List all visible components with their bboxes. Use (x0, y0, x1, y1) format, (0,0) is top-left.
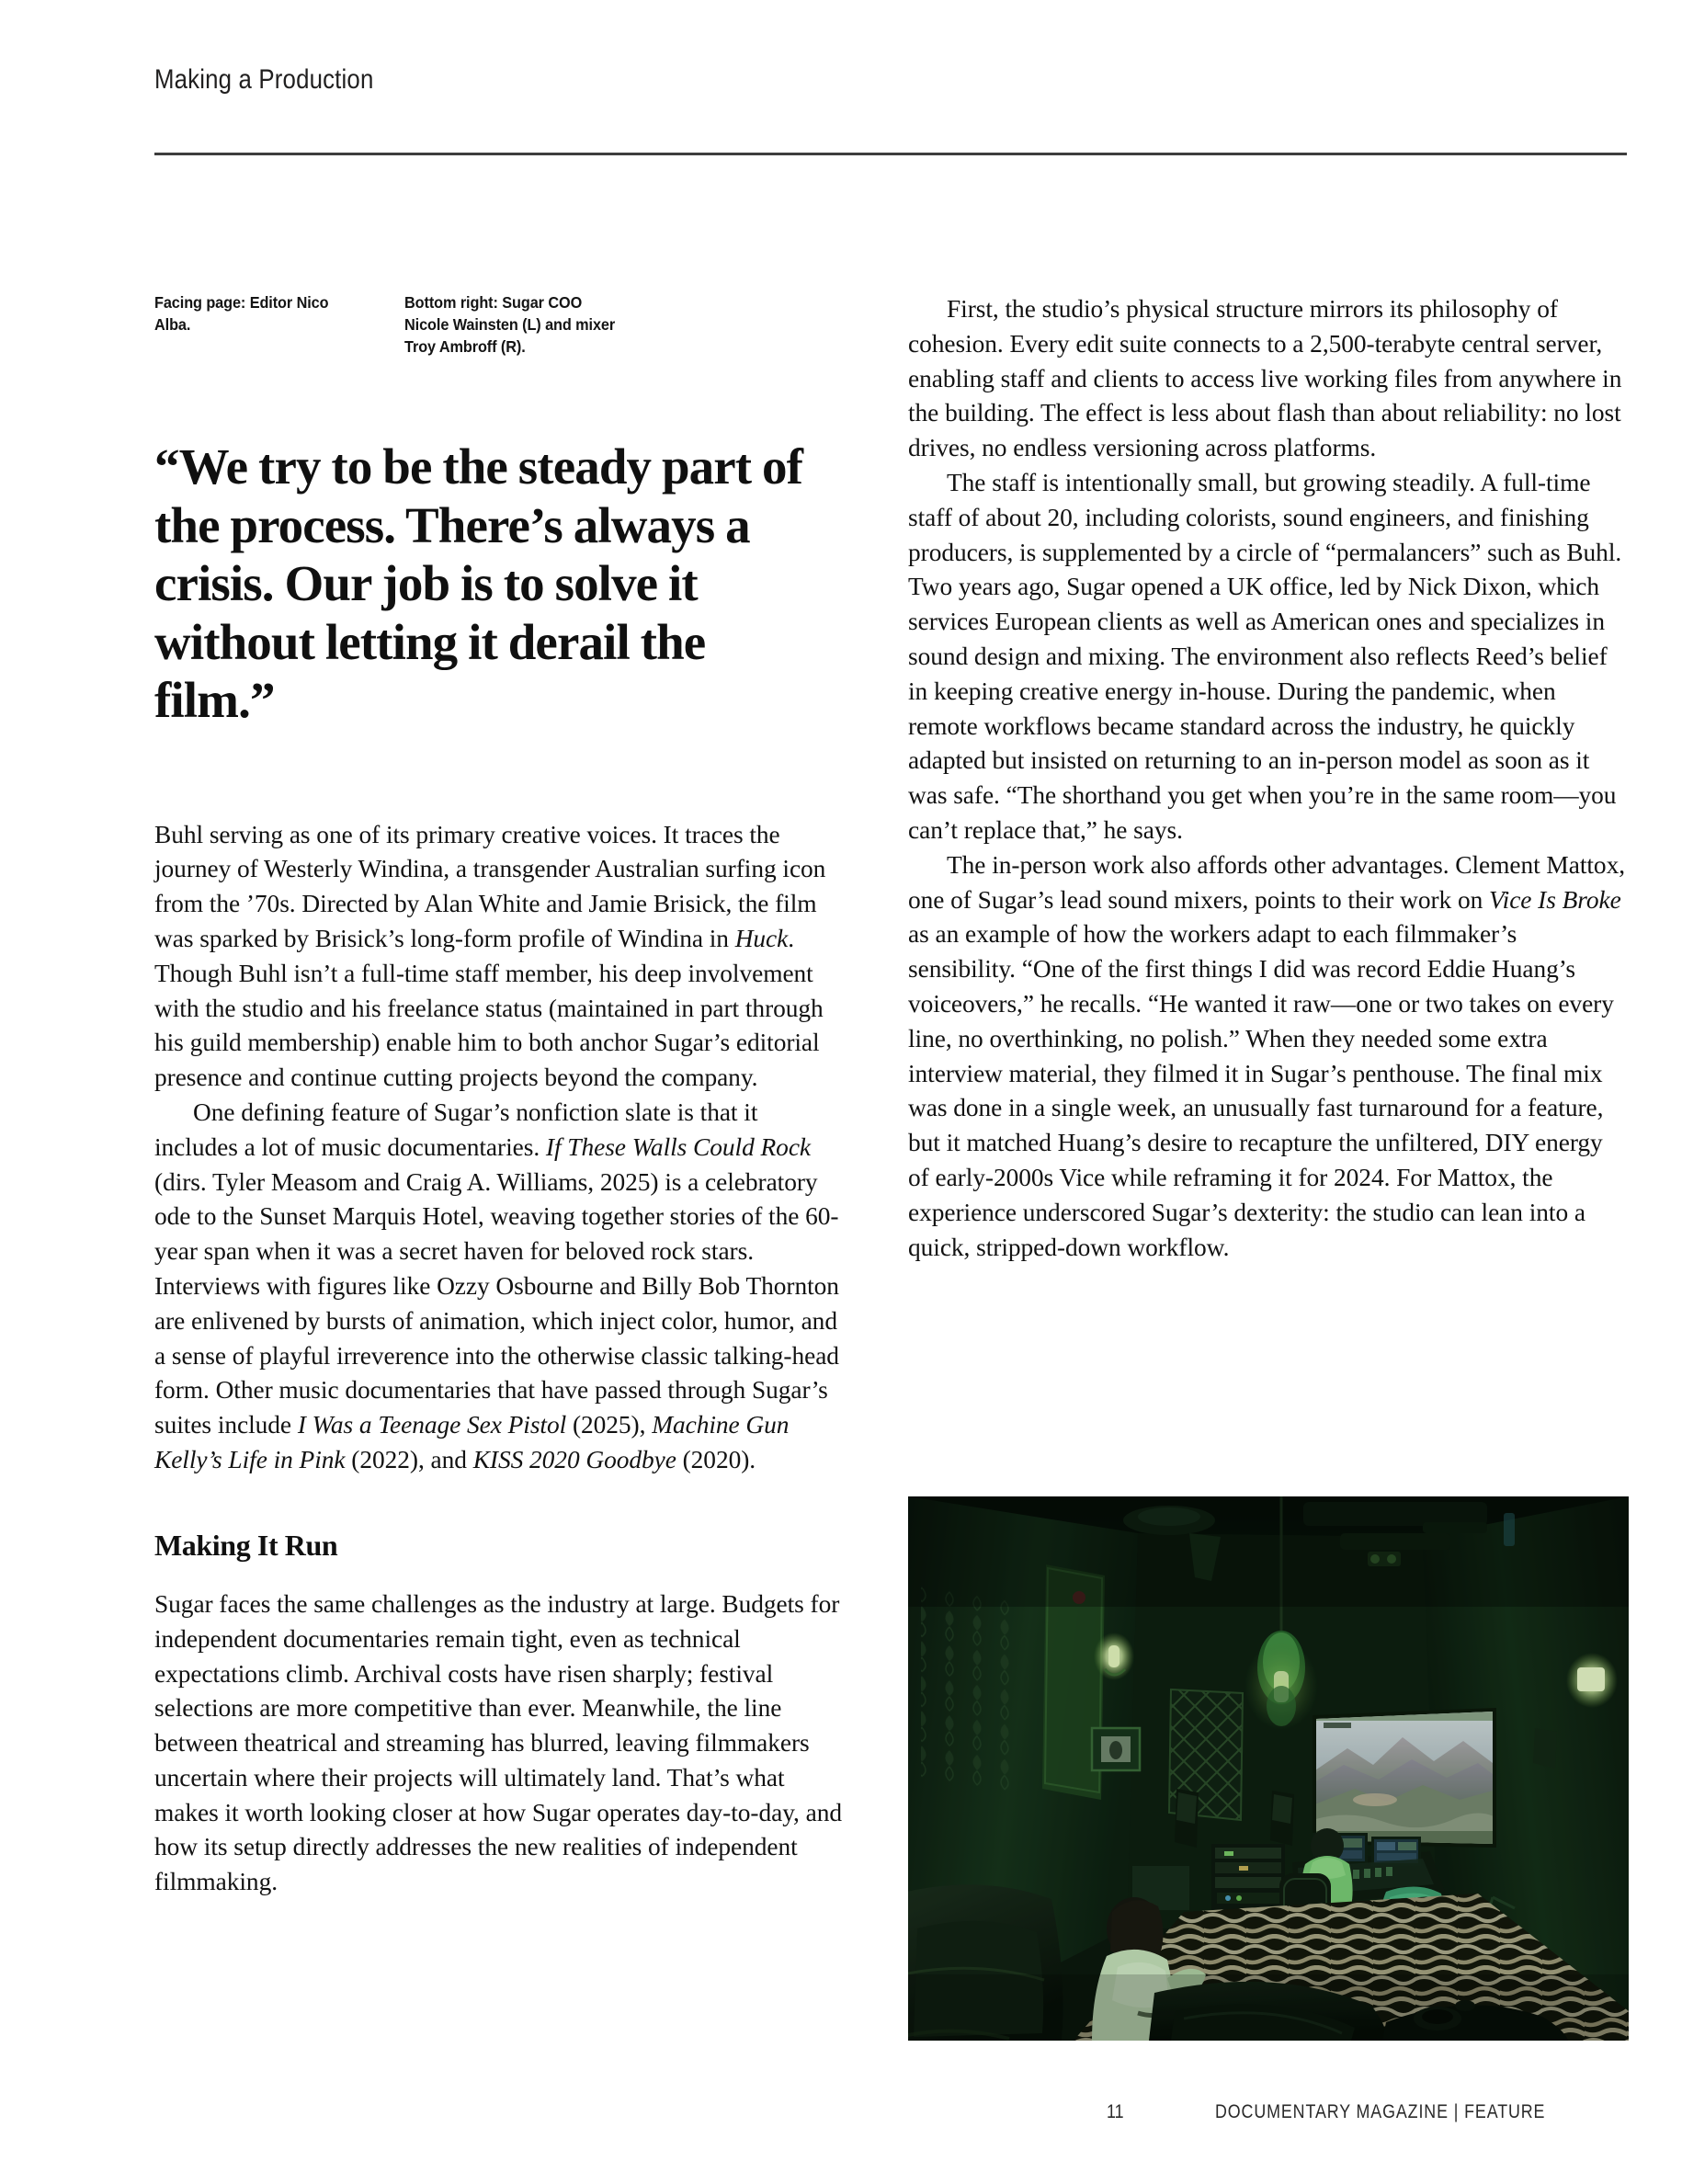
pull-quote: “We try to be the steady part of the process. There’s always a crisis. Our job is to solve it without letting it derail the film.” (154, 438, 803, 729)
left-body-copy (154, 818, 842, 1478)
header-rule (154, 153, 1627, 155)
paragraph: The staff is intentionally small, but growing steadily. A full-time staff of about 20, including colorists, sound engineers, and finishing producers, is supplemented by a circle of “permalancers” such as Buhl. Two years ago, Sugar opened a UK office, led by Nick Dixon, which services European clients as well as American ones and specializes in sound design and mixing. The environment also reflects Reed’s belief in keeping creative energy in-house. During the pandemic, when remote workflows became standard across the industry, he quickly adapted but insisted on returning to an in-person model as soon as it was safe. “The shorthand you get when you’re in the same room—you can’t replace that,” he says. (908, 468, 1622, 844)
paragraph: Sugar faces the same challenges as the industry at large. Budgets for independent documentaries remain tight, even as technical expectations climb. Archival costs have risen sharply; festival selections are more competitive than ever. Meanwhile, the line between theatrical and streaming has blurred, leaving filmmakers uncertain where their projects will ultimately land. That’s what makes it worth looking closer at how Sugar operates day-to-day, and how its setup directly addresses the new realities of independent filmmaking. (154, 1589, 843, 1896)
running-head: Making a Production (154, 64, 374, 95)
paragraph: Buhl serving as one of its primary creative voices. It traces the journey of Westerly Windina, a transgender Australian surfing icon from the ’70s. Directed by Alan White and Jamie Brisick, the film was sparked by Brisick’s long-form profile of Windina in Huck. Though Buhl isn’t a full-time staff member, his deep involvement with the studio and his freelance status (maintained in part through his guild membership) enable him to both anchor Sugar’s editorial presence and continue cutting projects beyond the company. (154, 820, 826, 1092)
left-column (154, 292, 842, 1900)
right-column (908, 292, 1629, 1265)
paragraph: The in-person work also affords other advantages. Clement Mattox, one of Sugar’s lead sound mixers, points to their work on Vice Is Broke as an example of how the workers adapt to each filmmaker’s sensibility. “One of the first things I did was record Eddie Huang’s voiceovers,” he recalls. “He wanted it raw—one or two takes on every line, no overthinking, no polish.” When they needed some extra interview material, they filmed it in Sugar’s penthouse. The final mix was done in a single week, an unusually fast turnaround for a feature, but it matched Huang’s desire to recapture the unfiltered, DIY energy of early-2000s Vice while reframing it for 2024. For Mattox, the experience underscored Sugar’s dexterity: the studio can lean into a quick, stripped-down workflow. (908, 850, 1625, 1261)
caption-row (154, 292, 842, 371)
paragraph: One defining feature of Sugar’s nonfiction slate is that it includes a lot of music documentaries. If These Walls Could Rock (dirs. Tyler Measom and Craig A. Williams, 2025) is a celebratory ode to the Sunset Marquis Hotel, weaving together stories of the 60-year span when it was a secret haven for beloved rock stars. Interviews with figures like Ozzy Osbourne and Billy Bob Thornton are enlivened by bursts of animation, which inject color, humor, and a sense of playful irreverence into the otherwise classic talking-head form. Other music documentaries that have passed through Sugar’s suites include I Was a Teenage Sex Pistol (2025), Machine Gun Kelly’s Life in Pink (2022), and KISS 2020 Goodbye (2020). (154, 1098, 839, 1473)
page-number: 11 (1107, 2101, 1124, 2122)
paragraph: First, the studio’s physical structure mirrors its philosophy of cohesion. Every edit suite connects to a 2,500-terabyte central server, enabling staff and clients to access live working files from anywhere in the building. The effect is less about flash than about reliability: no lost drives, no endless versioning across platforms. (908, 295, 1622, 462)
right-body-copy (908, 292, 1629, 1265)
footer-publication-label: DOCUMENTARY MAGAZINE | FEATURE (1215, 2101, 1546, 2122)
screening-room-illustration (908, 1496, 1629, 2041)
left-body-copy-after-subhead (154, 1587, 842, 1900)
caption-bottom-right: Bottom right: Sugar COO Nicole Wainsten (L) and mixer Troy Ambroff (R). (404, 293, 616, 356)
screening-room-photo (908, 1496, 1629, 2041)
caption-facing-page: Facing page: Editor Nico Alba. (154, 293, 329, 334)
section-subhead: Making It Run (154, 1528, 338, 1562)
